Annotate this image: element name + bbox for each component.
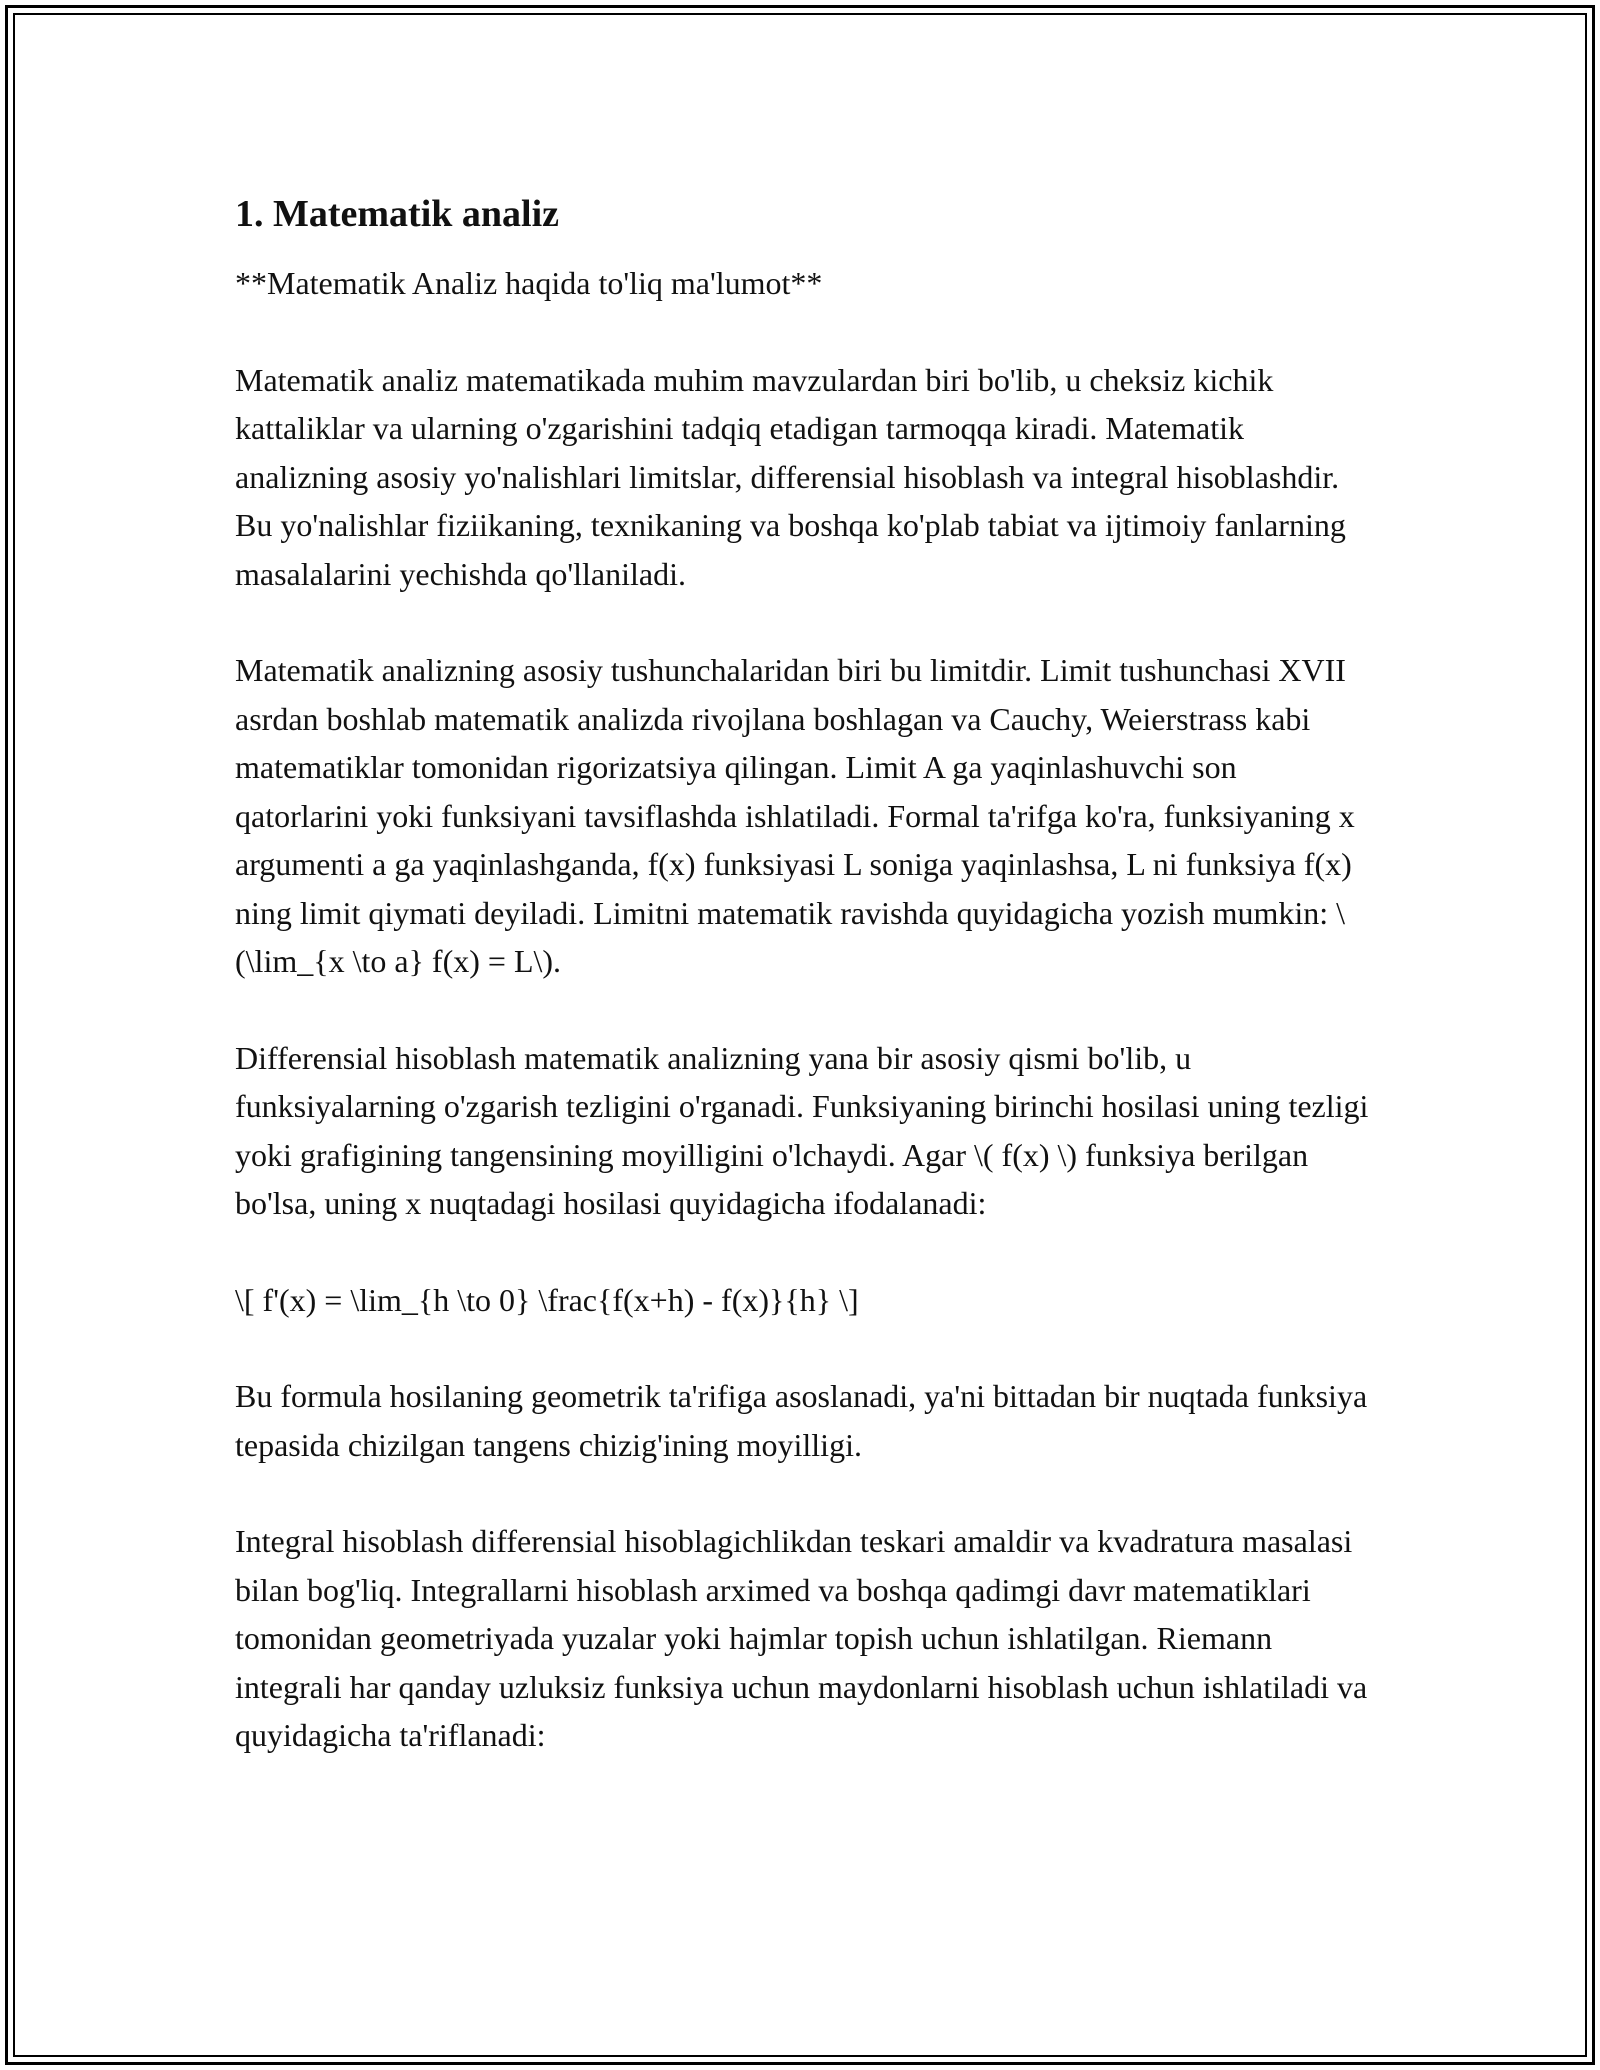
section-title: 1. Matematik analiz [235,193,560,235]
integral-paragraph: Integral hisoblash differensial hisoblagichlikdan teskari amaldir va kvadratura masalasi bilan bog'liq. Integrallarni hisoblash arximed va boshqa qadimgi davr matematiklari tomonidan geometriyada yuzalar yoki hajmlar topish uchun ishlatilgan. Riemann integrali har qanday uzluksiz funksiya uchun maydonlarni hisoblash uchun ishlatiladi va quyidagicha ta'riflanadi: [235,1523,1368,1753]
geometric-meaning-paragraph: Bu formula hosilaning geometrik ta'rifiga asoslanadi, ya'ni bittadan bir nuqtada funksiya tepasida chizilgan tangens chizig'ining moyilligi. [235,1378,1368,1463]
limit-paragraph: Matematik analizning asosiy tushunchalaridan biri bu limitdir. Limit tushunchasi XVII asrdan boshlab matematik analizda rivojlana boshlagan va Cauchy, Weierstrass kabi matematiklar tomonidan rigorizatsiya qilingan. Limit A ga yaqinlashuvchi son qatorlarini yoki funksiyani tavsiflashda ishlatiladi. Formal ta'rifga ko'ra, funksiyaning x argumenti a ga yaqinlashganda, f(x) funksiyasi L soniga yaqinlashsa, L ni funksiya f(x) ning limit qiymati deyiladi. Limitni matematik ravishda quyidagicha yozish mumkin: \(\lim_{x \to a} f(x) = L\). [235,652,1355,979]
differential-paragraph: Differensial hisoblash matematik analizning yana bir asosiy qismi bo'lib, u funksiyalarning o'zgarish tezligini o'rganadi. Funksiyaning birinchi hosilasi uning tezligi yoki grafigining tangensining moyilligini o'lchaydi. Agar \( f(x) \) funksiya berilgan bo'lsa, uning x nuqtadagi hosilasi quyidagicha ifodalanadi: [235,1039,1369,1221]
subtitle-paragraph: **Matematik Analiz haqida to'liq ma'lumot** [235,265,823,301]
intro-paragraph: Matematik analiz matematikada muhim mavzulardan biri bo'lib, u cheksiz kichik kattaliklar va ularning o'zgarishini tadqiq etadigan tarmoqqa kiradi. Matematik analizning asosiy yo'nalishlari limitslar, differensial hisoblash va integral hisoblashdir. Bu yo'nalishlar fiziikaning, texnikaning va boshqa ko'plab tabiat va ijtimoiy fanlarning masalalarini yechishda qo'llaniladi. [235,361,1346,592]
document-body [235,187,1370,1808]
derivative-formula: \[ f'(x) = \lim_{h \to 0} \frac{f(x+h) - f(x)}{h} \] [235,1281,859,1318]
